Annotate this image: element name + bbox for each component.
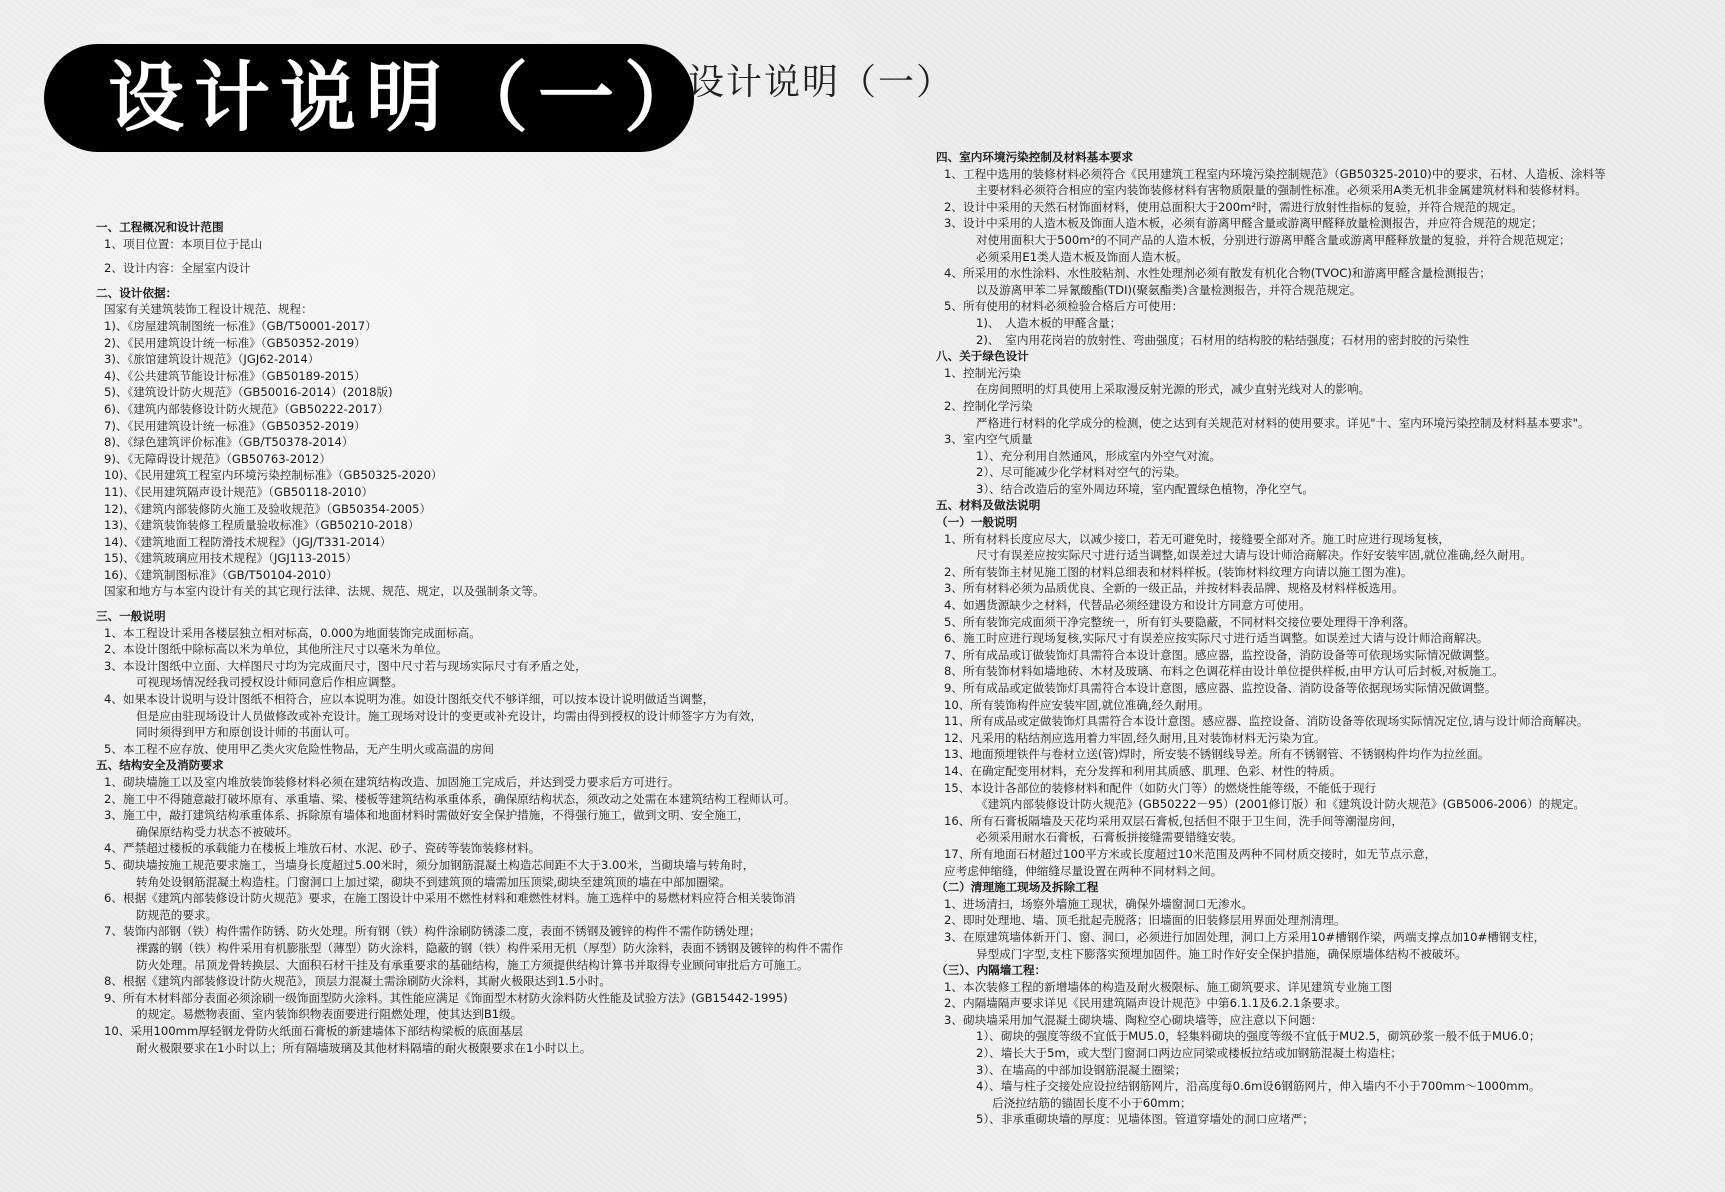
text-line: 3)、《旅馆建筑设计规范》（JGJ62-2014）: [104, 352, 320, 367]
text-line: 五、结构安全及消防要求: [96, 758, 224, 773]
text-line: 裸露的钢（铁）构件采用有机膨胀型（薄型）防火涂料，隐蔽的钢（铁）构件采用无机（厚型）防火涂料，表面不锈钢及镀锌的构件不需作: [136, 940, 844, 955]
text-line: 3、所有材料必须为品质优良、全新的一级正品，并按材料表品牌、规格及材料样板选用。: [944, 581, 1404, 596]
text-line: 防规范的要求。: [136, 907, 218, 922]
text-line: 必须采用E1类人造木板及饰面人造木板。: [976, 249, 1188, 264]
text-line: 9、所有成品或定做装饰灯具需符合本设计意图，感应器、监控设备、消防设备等依据现场实际情况做调整。: [944, 681, 1497, 695]
text-line: 3）、在墙高的中部加设钢筋混凝土圈梁；: [976, 1062, 1187, 1077]
text-line: 11)、《民用建筑隔声设计规范》（GB50118-2010）: [104, 484, 374, 499]
text-line: 1、进场清扫，场察外墙施工现状，确保外墙窗洞口无渗水。: [944, 896, 1253, 911]
text-line: 2)、 室内用花岗岩的放射性、弯曲强度；石材用的结构胶的粘结强度；石材用的密封胶的污染性: [976, 332, 1470, 347]
title-banner: [44, 44, 710, 152]
text-line: 3）、结合改造后的室外周边环境，室内配置绿色植物，净化空气。: [976, 481, 1314, 496]
text-line: 三、一般说明: [96, 609, 166, 624]
text-line: 《建筑内部装修设计防火规范》(GB50222－95）(2001修订版）和《建筑设计防火规范》(GB5006-2006）的规定。: [976, 797, 1586, 812]
text-line: 13、地面预埋铁件与卷材立送(管)焊时，所安装不锈钢线导差。所有不锈钢管、不锈钢构件均作为拉丝面。: [944, 747, 1490, 762]
text-line: 4、如果本设计说明与设计图纸不相符合，应以本说明为准。如设计图纸交代不够详细，可以按本设计说明做适当调整，: [104, 692, 715, 707]
text-line: 2、设计中采用的天然石材饰面材料，使用总面积大于200m²时，需进行放射性指标的复验，并符合规范的规定。: [944, 199, 1523, 214]
text-line: 1)、 人造木板的甲醛含量；: [976, 315, 1122, 330]
text-line: 在房间照明的灯具使用上采取漫反射光源的形式，减少直射光线对人的影响。: [976, 382, 1371, 397]
text-line: 2）、尽可能减少化学材料对空气的污染。: [976, 465, 1187, 480]
text-line: 同时须得到甲方和原创设计师的书面认可。: [136, 725, 357, 740]
text-line: 9)、《无障碍设计规范》（GB50763-2012）: [104, 451, 331, 466]
text-line: （二）清理施工现场及拆除工程: [936, 880, 1099, 895]
text-line: 3、设计中采用的人造木板及饰面人造木板，必须有游离甲醛含量或游离甲醛释放量检测报告，并应符合规范的规定；: [944, 216, 1543, 231]
text-line: 13)、《建筑装饰装修工程质量验收标准》（GB50210-2018）: [104, 518, 420, 533]
text-line: 3、室内空气质量: [944, 432, 1033, 447]
text-line: 11、所有成品或定做装饰灯具需符合本设计意图。感应器、监控设备、消防设备等依现场实际情况定位,请与设计师洽商解决。: [944, 714, 1589, 729]
text-line: 5、所有使用的材料必须检验合格后方可使用：: [944, 299, 1184, 314]
text-line: 5)、《建筑设计防火规范》（GB50016-2014）(2018版): [104, 385, 393, 400]
text-line: 4）、墙与柱子交接处应设拉结钢筋网片，沿高度每0.6m设6钢筋网片，伸入墙内不小于700mm～1000mm。: [976, 1079, 1541, 1094]
text-line: 1、本工程设计采用各楼层独立相对标高，0.000为地面装饰完成面标高。: [104, 625, 481, 640]
text-line: 10、所有装饰构件应安装牢固,就位准确,经久耐用。: [944, 697, 1210, 712]
text-line: 八、关于绿色设计: [936, 349, 1029, 364]
text-line: 国家和地方与本室内设计有关的其它现行法律、法规、规范、规定，以及强制条文等。: [104, 584, 545, 599]
text-line: 五、材料及做法说明: [936, 498, 1041, 513]
text-line: 的规定。易燃物表面、室内装饰织物表面要进行阻燃处理，使其达到B1级。: [136, 1007, 523, 1022]
text-line: （三）、内隔墙工程：: [936, 963, 1047, 978]
document-title: 设计说明（一）: [688, 62, 955, 103]
text-line: 可视现场情况经我司授权设计师同意后作相应调整。: [136, 675, 403, 690]
text-line: 2、施工中不得随意敲打破坏原有、承重墙、梁、楼板等建筑结构承重体系，确保原结构状态，须改动之处需在本建筑结构工程师认可。: [104, 791, 796, 806]
text-line: 8、所有装饰材料如墙地砖、木材及玻璃、布料之色调花样由设计单位提供样板,由甲方认可后封板,对板施工。: [944, 664, 1504, 679]
text-line: 主要材料必须符合相应的室内装饰装修材料有害物质限量的强制性标准。必须采用A类无机非金属建筑材料和装修材料。: [976, 183, 1587, 198]
left-text-column: [96, 219, 946, 1056]
text-line: 国家有关建筑装饰工程设计规范、规程：: [104, 302, 313, 317]
text-line: 10)、《民用建筑工程室内环境污染控制标准》（GB50325-2020）: [104, 468, 443, 483]
text-line: 5、本工程不应存放、使用甲乙类火灾危险性物品，无产生明火或高温的房间: [104, 741, 494, 756]
text-line: 异型成门字型,支柱下膨落实预埋加固件。施工时作好安全保护措施，确保原墙体结构不被破坏。: [976, 946, 1467, 961]
text-line: 1）、砌块的强度等级不宜低于MU5.0，轻集料砌块的强度等级不宜低于MU2.5，砌筑砂浆一般不低于MU6.0；: [976, 1029, 1541, 1044]
text-line: 1、本次装修工程的新增墙体的构造及耐火极限标、施工砌筑要求、详见建筑专业施工图: [944, 979, 1392, 994]
text-line: 尺寸有误差应按实际尺寸进行适当调整,如误差过大请与设计师洽商解决。作好安装牢固,就位准确,经久耐用。: [976, 548, 1532, 563]
right-text-column: [936, 149, 1716, 1128]
text-line: 4)、《公共建筑节能设计标准》（GB50189-2015）: [104, 368, 366, 383]
text-line: 7、所有成品或订做装饰灯具需符合本设计意图。感应器，监控设备，消防设备等可依现场实际情况做调整。: [944, 647, 1497, 662]
text-line: 14)、《建筑地面工程防滑技术规程》（JGJ/T331-2014）: [104, 534, 392, 549]
banner-title: 设计说明（一）: [108, 53, 710, 142]
line-spacer: [96, 600, 946, 608]
text-line: 1)、《房屋建筑制图统一标准》（GB/T50001-2017）: [104, 318, 377, 333]
text-line: 但是应由驻现场设计人员做修改或补充设计。施工现场对设计的变更或补充设计，均需由得到授权的设计师签字方为有效，: [136, 708, 763, 723]
text-line: 3、在原建筑墙体新开门、窗、洞口，必须进行加固处理，洞口上方采用10#槽钢作梁，两端支撑点加10#槽钢支柱，: [944, 929, 1546, 944]
text-line: 1、所有材料长度应尽大，以减少接口，若无可避免时，接缝要全部对齐。施工时应进行现场复核，: [944, 531, 1450, 546]
text-line: 严格进行材料的化学成分的检测，使之达到有关规范对材料的使用要求。详见"十、室内环境污染控制及材料基本要求"。: [976, 415, 1590, 430]
text-line: 耐火极限要求在1小时以上；所有隔墙玻璃及其他材料隔墙的耐火极限要求在1小时以上。: [136, 1040, 592, 1055]
text-line: 确保原结构受力状态不被破坏。: [136, 824, 299, 839]
text-line: 16、所有石膏板隔墙及天花均采用双层石膏板,包括但不限于卫生间，洗手间等潮湿房间，: [944, 813, 1404, 828]
text-line: 应考虑伸缩缝，伸缩缝尽量设置在两种不同材料之间。: [944, 863, 1223, 878]
text-line: 7、装饰内部钢（铁）构件需作防锈、防火处理。所有钢（铁）构件涂刷防锈漆二度，表面不锈钢及镀锌的构件不需作防锈处理；: [104, 924, 761, 939]
text-line: 以及游离甲苯二异氰酸酯(TDI)(聚氨酯类)含量检测报告，并符合规范规定。: [976, 282, 1362, 297]
line-spacer: [96, 252, 946, 260]
text-line: 2、本设计图纸中除标高以米为单位，其他所注尺寸以毫米为单位。: [104, 642, 448, 657]
text-line: 2、内隔墙隔声要求详见《民用建筑隔声设计规范》中第6.1.1及6.2.1条要求。: [944, 996, 1347, 1011]
text-line: 9、所有木材料部分表面必须涂刷一级饰面型防火涂料。其性能应满足《饰面型木材防火涂料防火性能及试验方法》(GB15442-1995): [104, 990, 788, 1005]
text-line: 2、控制化学污染: [944, 398, 1033, 413]
text-line: 二、设计依据：: [96, 285, 178, 300]
text-line: 后浇拉结筋的锚固长度不小于60mm；: [992, 1095, 1192, 1110]
text-line: 16)、《建筑制图标准》（GB/T50104-2010）: [104, 567, 338, 582]
text-line: 一、工程概况和设计范围: [96, 220, 224, 234]
text-line: 5）、非承重砌块墙的厚度：见墙体图。管道穿墙处的洞口应堵严；: [976, 1112, 1314, 1127]
text-line: 15、本设计各部位的装修材料和配件（如防火门等）的燃烧性能等级，不能低于现行: [944, 780, 1377, 795]
text-line: 1、工程中选用的装修材料必须符合《民用建筑工程室内环境污染控制规范》（GB50325-2010)中的要求，石材、人造板、涂料等: [944, 166, 1606, 181]
line-spacer: [96, 277, 946, 285]
text-line: 对使用面积大于500m²的不同产品的人造木板，分别进行游离甲醛含量或游离甲醛释放量的复验，并符合规范规定；: [976, 232, 1571, 247]
text-line: 6)、《建筑内部装修设计防火规范》（GB50222-2017）: [104, 401, 389, 416]
text-line: 2、即时处理地、墙、顶毛批起壳脱落；旧墙面的旧装修层用界面处理剂清理。: [944, 913, 1346, 928]
text-line: 5、所有装饰完成面须干净完整统一，所有钉头要隐蔽，不同材料交接位要处理得干净利落。: [944, 614, 1416, 629]
text-line: 12、凡采用的粘结剂应选用着力牢固,经久耐用,且对装饰材料无污染为宜。: [944, 730, 1326, 745]
text-line: 17、所有地面石材超过100平方米或长度超过10米范围及两种不同材质交接时，如无节点示意，: [944, 846, 1437, 861]
text-line: 1、砌块墙施工以及室内堆放装饰装修材料必须在建筑结构改造、加固施工完成后，并达到受力要求后方可进行。: [104, 775, 680, 789]
text-line: 2、所有装饰主材见施工图的材料总细表和材料样板。(装饰材料纹理方向请以施工图为准)。: [944, 564, 1413, 579]
text-line: 1、项目位置：本项目位于昆山: [104, 236, 263, 251]
text-line: 3、本设计图纸中立面、大样图尺寸均为完成面尺寸，图中尺寸若与现场实际尺寸有矛盾之处，: [104, 658, 587, 673]
text-line: 14、在确定配变用材料，充分发挥和利用其质感、肌理、色彩、材性的特质。: [944, 763, 1342, 778]
text-line: 7)、《民用建筑设计统一标准》（GB50352-2019）: [104, 418, 366, 433]
text-line: 8)、《绿色建筑评价标准》（GB/T50378-2014）: [104, 435, 354, 450]
text-line: 2）、墙长大于5m，或大型门窗洞口两边应同梁或楼板拉结或加钢筋混凝土构造柱；: [976, 1046, 1403, 1061]
text-line: 15)、《建筑玻璃应用技术规程》（JGJ113-2015）: [104, 551, 358, 566]
text-line: 8、根据《建筑内部装修设计防火规范》，顶层力混凝土需涂刷防火涂料，其耐火极限达到1.5小时。: [104, 974, 611, 989]
text-line: 2)、《民用建筑设计统一标准》（GB50352-2019）: [104, 335, 366, 350]
text-line: 1）、充分利用自然通风，形成室内外空气对流。: [976, 448, 1222, 463]
text-line: 4、所采用的水性涂料、水性胶粘剂、水性处理剂必须有散发有机化合物(TVOC)和游离甲醛含量检测报告；: [944, 266, 1491, 281]
text-line: 10、采用100mm厚轻钢龙骨防火纸面石膏板的新建墙体下部结构梁板的底面基层: [104, 1023, 523, 1038]
text-line: （一）一般说明: [936, 515, 1018, 530]
text-line: 3、施工中，敲打建筑结构承重体系、拆除原有墙体和地面材料时需做好安全保护措施，不得强行施工，做到文明、安全施工，: [104, 808, 750, 823]
text-line: 4、如遇货源缺少之材料，代替品必须经建设方和设计方同意方可使用。: [944, 598, 1311, 613]
text-line: 12)、《建筑内部装修防火施工及验收规范》（GB50354-2005）: [104, 501, 432, 516]
text-line: 5、砌块墙按施工规范要求施工，当墙身长度超过5.00米时，须分加钢筋混凝土构造芯间距不大于3.00米，当砌块墙与转角时，: [104, 857, 755, 872]
text-line: 防火处理。吊顶龙骨转换层、大面积石材干挂及有承重要求的基础结构，施工方须提供结构计算书并取得专业顾问审批后方可施工。: [136, 957, 809, 972]
text-line: 6、根据《建筑内部装修设计防火规范》要求，在施工图设计中采用不燃性材料和难燃性材料。施工选样中的易燃材料应符合相关装饰消: [104, 891, 796, 906]
text-line: 6、施工时应进行现场复核,实际尺寸有误差应按实际尺寸进行适当调整。如误差过大请与设计师洽商解决。: [944, 631, 1489, 646]
text-line: 1、控制光污染: [944, 365, 1021, 380]
text-line: 转角处设钢筋混凝土构造柱。门窗洞口上加过梁，砌块不到建筑顶的墙需加压顶梁,砌块至建筑顶的墙在中部加圈梁。: [136, 874, 731, 889]
text-line: 3、砌块墙采用加气混凝土砌块墙、陶粒空心砌块墙等，应注意以下问题：: [944, 1012, 1323, 1027]
text-line: 必须采用耐水石膏板，石膏板拼接缝需要错缝安装。: [976, 830, 1243, 845]
text-line: 2、设计内容：全屋室内设计: [104, 261, 251, 276]
text-line: 4、严禁超过楼板的承载能力在楼板上堆放石材、水泥、砂子、瓷砖等装饰装修材料。: [104, 841, 541, 856]
text-line: 四、室内环境污染控制及材料基本要求: [936, 150, 1134, 164]
